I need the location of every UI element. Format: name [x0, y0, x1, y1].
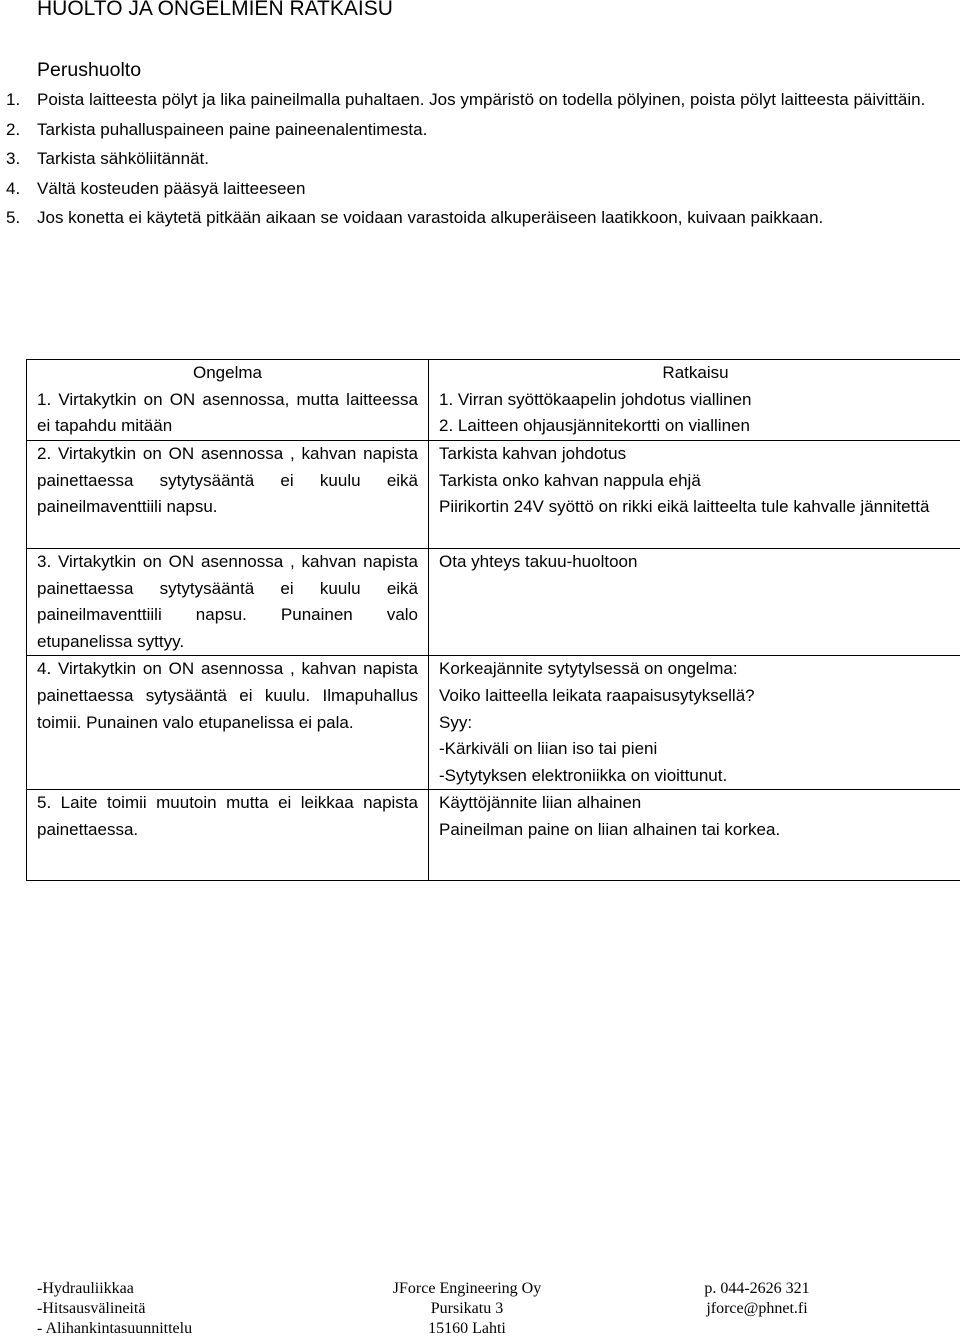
solution-line: Syy: — [439, 710, 952, 737]
problem-text: 2. Virtakytkin on ON asennossa , kahvan napista painettaessa sytytysääntä ei kuulu eikä paineilmaventtiili napsu. — [37, 441, 418, 521]
list-item — [0, 203, 930, 233]
list-item-text: Poista laitteesta pölyt ja lika paineilmalla puhaltaen. Jos ympäristö on todella pölyinen, poista pölyt laitteesta päivittäin. — [37, 90, 925, 109]
solution-cell — [429, 441, 960, 549]
solution-line: Paineilman paine on liian alhainen tai korkea. — [439, 817, 952, 844]
table-row — [27, 441, 960, 549]
list-item-text: Tarkista sähköliitännät. — [37, 149, 209, 168]
solution-cell — [429, 360, 960, 441]
maintenance-list — [0, 85, 930, 233]
footer-email: jforce@phnet.fi — [682, 1299, 832, 1319]
footer-line: -Hydrauliikkaa — [37, 1279, 192, 1299]
list-item — [0, 174, 930, 204]
problem-text: 5. Laite toimii muutoin mutta ei leikkaa napista painettaessa. — [37, 790, 418, 843]
footer-company: JForce Engineering Oy — [357, 1279, 577, 1299]
table-row — [27, 790, 960, 881]
list-number: 2. — [6, 115, 20, 145]
solution-line: Piirikortin 24V syöttö on rikki eikä laitteelta tule kahvalle jännitettä — [439, 494, 952, 521]
solution-line: -Kärkiväli on liian iso tai pieni — [439, 736, 952, 763]
footer-address — [357, 1279, 577, 1339]
problem-cell — [27, 790, 429, 881]
table-row — [27, 549, 960, 656]
problem-cell — [27, 549, 429, 656]
page-title: HUOLTO JA ONGELMIEN RATKAISU — [37, 0, 393, 22]
troubleshooting-table — [26, 359, 960, 881]
solution-line: Voiko laitteella leikata raapaisusytyksellä? — [439, 683, 952, 710]
solution-cell — [429, 656, 960, 790]
solution-line: Käyttöjännite liian alhainen — [439, 790, 952, 817]
list-item — [0, 85, 930, 115]
footer-line: -Hitsausvälineitä — [37, 1299, 192, 1319]
solution-cell — [429, 549, 960, 656]
table-row — [27, 360, 960, 441]
list-number: 3. — [6, 144, 20, 174]
solution-line: Ota yhteys takuu-huoltoon — [439, 549, 952, 576]
list-item — [0, 115, 930, 145]
footer-line: 15160 Lahti — [357, 1319, 577, 1339]
footer-contact — [682, 1279, 832, 1319]
footer-services — [37, 1279, 192, 1339]
problem-header: Ongelma — [37, 360, 418, 387]
maintenance-heading: Perushuolto — [37, 58, 141, 82]
list-item-text: Tarkista puhalluspaineen paine paineenalentimesta. — [37, 120, 427, 139]
solution-header: Ratkaisu — [439, 360, 952, 387]
footer — [37, 1279, 837, 1339]
solution-line: -Sytytyksen elektroniikka on vioittunut. — [439, 763, 952, 790]
problem-cell — [27, 441, 429, 549]
list-number: 4. — [6, 174, 20, 204]
solution-line: Korkeajännite sytytylsessä on ongelma: — [439, 656, 952, 683]
list-item-text: Vältä kosteuden pääsyä laitteeseen — [37, 179, 305, 198]
solution-line: Tarkista kahvan johdotus — [439, 441, 952, 468]
list-number: 1. — [6, 85, 20, 115]
problem-cell — [27, 656, 429, 790]
footer-line: Pursikatu 3 — [357, 1299, 577, 1319]
solution-line: Tarkista onko kahvan nappula ehjä — [439, 468, 952, 495]
list-item-text: Jos konetta ei käytetä pitkään aikaan se voidaan varastoida alkuperäiseen laatikkoon, kuivaan paikkaan. — [37, 208, 823, 227]
footer-line: - Alihankintasuunnittelu — [37, 1319, 192, 1339]
solution-cell — [429, 790, 960, 881]
problem-cell — [27, 360, 429, 441]
list-number: 5. — [6, 203, 20, 233]
table-row — [27, 656, 960, 790]
list-item — [0, 144, 930, 174]
solution-line: 1. Virran syöttökaapelin johdotus viallinen — [439, 387, 952, 414]
problem-text: 4. Virtakytkin on ON asennossa , kahvan napista painettaessa sytysääntä ei kuulu. Ilmapuhallus toimii. Punainen valo etupanelissa ei pala. — [37, 656, 418, 736]
footer-phone: p. 044-2626 321 — [682, 1279, 832, 1299]
problem-text: 3. Virtakytkin on ON asennossa , kahvan napista painettaessa sytytysääntä ei kuulu eikä paineilmaventtiili napsu. Punainen valo etupanelissa syttyy. — [37, 549, 418, 655]
problem-text: 1. Virtakytkin on ON asennossa, mutta laitteessa ei tapahdu mitään — [37, 387, 418, 440]
solution-line: 2. Laitteen ohjausjännitekortti on viallinen — [439, 413, 952, 440]
